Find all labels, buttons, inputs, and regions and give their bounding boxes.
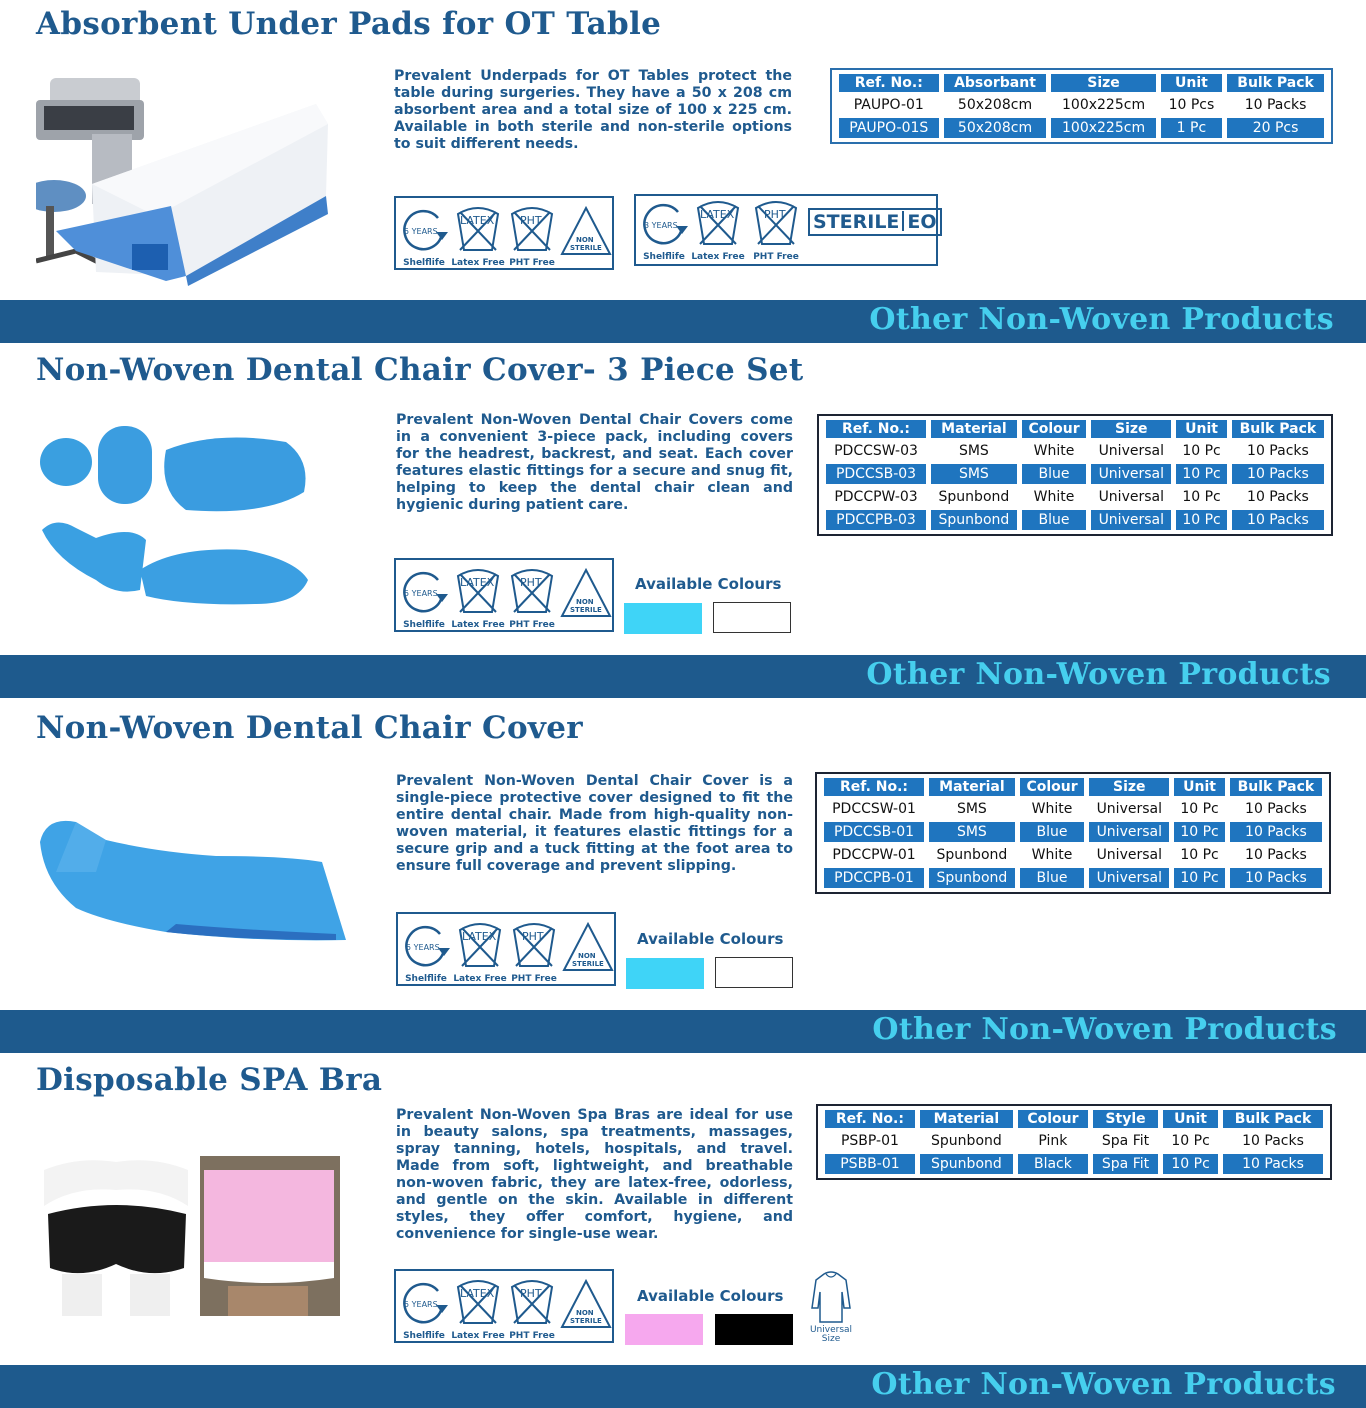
band-text: Other Non-Woven Products: [869, 302, 1334, 337]
sterile-text: STERILE: [572, 960, 604, 968]
dental-chair-cover-set-image: [36, 420, 312, 612]
table-header: Unit: [1163, 1110, 1218, 1128]
table-cell: PSBB-01: [825, 1154, 915, 1174]
spa-bra-image: [38, 1156, 340, 1316]
pht-free-icon: [508, 920, 560, 982]
table-row: [824, 822, 1322, 842]
badge-label: Latex Free: [451, 258, 505, 268]
table-header: Colour: [1022, 420, 1086, 438]
table-cell: PDCCPW-01: [832, 847, 916, 863]
table-cell: 100x225cm: [1051, 118, 1155, 138]
table-row: [824, 799, 1322, 819]
product-title: Absorbent Under Pads for OT Table: [36, 6, 662, 42]
section-band: [0, 300, 1366, 343]
available-colours-label: Available Colours: [637, 1287, 784, 1305]
badge-label: Latex Free: [453, 974, 507, 984]
table-cell: 10 Pc: [1182, 443, 1221, 459]
table-cell: Blue: [1022, 464, 1086, 484]
latex-text: LATEX: [462, 930, 497, 943]
table-cell: Universal: [1098, 443, 1164, 459]
badge-label: Latex Free: [691, 252, 745, 262]
badge-label: Latex Free: [451, 1331, 505, 1341]
pht-text: PHT: [520, 1287, 542, 1300]
table-cell: 10 Packs: [1245, 847, 1307, 863]
latex-free-icon: [454, 920, 506, 982]
years-text: 3 YEARS: [644, 221, 678, 230]
colour-swatch-white: [715, 957, 793, 988]
table-cell: Universal: [1091, 464, 1171, 484]
colour-swatch-pink: [625, 1314, 703, 1345]
table-cell: PDCCPW-03: [834, 489, 918, 505]
table-cell: 10 Pc: [1176, 464, 1227, 484]
certification-badges-sterile: [634, 194, 938, 266]
non-text: NON: [576, 1309, 594, 1317]
table-cell: Spunbond: [936, 847, 1008, 863]
pht-text: PHT: [520, 576, 542, 589]
table-cell: Universal: [1098, 489, 1164, 505]
table-cell: PAUPO-01S: [839, 118, 939, 138]
certification-badges: [394, 558, 614, 632]
table-header: Bulk Pack: [1223, 1110, 1323, 1128]
section-band: [0, 655, 1366, 698]
table-cell: PAUPO-01: [853, 97, 924, 113]
product-title: Non-Woven Dental Chair Cover: [36, 710, 583, 746]
colour-swatch-black: [715, 1314, 793, 1345]
table-header: Ref. No.:: [824, 778, 924, 796]
table-cell: Black: [1018, 1154, 1088, 1174]
available-colours-label: Available Colours: [635, 575, 782, 593]
table-cell: Blue: [1020, 822, 1084, 842]
table-cell: PDCCPB-01: [824, 868, 924, 888]
table-header: Style: [1093, 1110, 1158, 1128]
years-text: 5 YEARS: [404, 589, 438, 598]
table-cell: 10 Pc: [1171, 1133, 1210, 1149]
table-cell: Spunbond: [920, 1154, 1013, 1174]
table-cell: 10 Pc: [1174, 868, 1225, 888]
table-cell: Universal: [1096, 847, 1162, 863]
table-cell: Universal: [1089, 822, 1169, 842]
table-cell: PDCCSB-01: [824, 822, 924, 842]
table-cell: SMS: [958, 443, 989, 459]
colour-swatch-white: [713, 602, 791, 633]
table-row: [839, 118, 1324, 138]
sterile-text: STERILE: [570, 606, 602, 614]
band-text: Other Non-Woven Products: [871, 1367, 1336, 1402]
table-cell: 10 Packs: [1244, 97, 1307, 113]
shelflife-icon: [398, 204, 450, 266]
table-cell: White: [1033, 489, 1075, 505]
table-cell: 10 Packs: [1242, 1133, 1304, 1149]
latex-text: LATEX: [460, 576, 495, 589]
table-header: Colour: [1018, 1110, 1088, 1128]
table-header: Material: [931, 420, 1017, 438]
table-cell: Spunbond: [929, 868, 1015, 888]
universal-label: Universal: [809, 1325, 853, 1335]
table-header: Colour: [1020, 778, 1084, 796]
product-description: Prevalent Underpads for OT Tables protect the table during surgeries. They have a 50 x 208 cm absorbent area and a total size of 100 x 225 cm. Available in both sterile and non-sterile options to suit different needs.: [394, 68, 792, 152]
non-sterile-icon: [560, 566, 612, 628]
table-cell: 10 Packs: [1232, 510, 1324, 530]
spec-table: [817, 414, 1333, 536]
table-cell: 10 Pc: [1174, 822, 1225, 842]
table-row: [826, 464, 1324, 484]
table-cell: Blue: [1022, 510, 1086, 530]
badge-label: PHT Free: [511, 974, 557, 984]
pht-text: PHT: [520, 214, 542, 227]
table-row: [824, 868, 1322, 888]
table-header: Ref. No.:: [826, 420, 926, 438]
table-cell: Blue: [1020, 868, 1084, 888]
product-description: Prevalent Non-Woven Dental Chair Cover is a single-piece protective cover designed to fit the entire dental chair. Made from high-quality non-woven material, it features elastic fittings for a secure grip and a tuck fitting at the foot area to ensure full coverage and prevent slipping.: [396, 773, 793, 874]
latex-free-icon: [452, 1277, 504, 1339]
shelflife-icon: [638, 198, 690, 260]
spec-table: [816, 1104, 1332, 1180]
table-cell: Universal: [1091, 510, 1171, 530]
sterile-label: STERILE: [813, 211, 900, 233]
table-row: [826, 487, 1324, 507]
table-cell: 10 Packs: [1230, 868, 1322, 888]
table-cell: SMS: [956, 801, 987, 817]
table-cell: PDCCSW-01: [832, 801, 916, 817]
table-header: Size: [1089, 778, 1169, 796]
table-header: Bulk Pack: [1230, 778, 1322, 796]
latex-free-icon: [452, 204, 504, 266]
table-cell: 10 Pc: [1180, 847, 1219, 863]
colour-swatch-blue: [624, 603, 702, 634]
table-header: Bulk Pack: [1227, 74, 1324, 92]
table-cell: PDCCSB-03: [826, 464, 926, 484]
table-cell: 10 Packs: [1247, 443, 1309, 459]
badge-label: Shelflife: [405, 974, 447, 984]
table-cell: 10 Packs: [1247, 489, 1309, 505]
universal-size-label: [802, 1326, 860, 1344]
table-cell: Spa Fit: [1101, 1133, 1150, 1149]
table-cell: White: [1031, 801, 1073, 817]
table-header: Material: [929, 778, 1015, 796]
table-header: Absorbant: [944, 74, 1047, 92]
eo-label: EO: [907, 211, 937, 233]
table-header: Unit: [1174, 778, 1225, 796]
table-cell: 10 Pc: [1163, 1154, 1218, 1174]
table-cell: Spunbond: [938, 489, 1010, 505]
spec-table: [830, 68, 1333, 144]
table-header: Ref. No.:: [825, 1110, 915, 1128]
table-cell: 50x208cm: [944, 118, 1047, 138]
table-row: [824, 845, 1322, 865]
table-cell: Pink: [1038, 1133, 1068, 1149]
non-text: NON: [576, 236, 594, 244]
pht-text: PHT: [764, 208, 786, 221]
product-title: Disposable SPA Bra: [36, 1062, 383, 1098]
table-cell: Spa Fit: [1093, 1154, 1158, 1174]
table-row: [839, 95, 1324, 115]
latex-text: LATEX: [700, 208, 735, 221]
table-cell: SMS: [929, 822, 1015, 842]
certification-badges: [394, 196, 614, 270]
badge-label: PHT Free: [753, 252, 799, 262]
non-sterile-icon: [560, 1277, 612, 1339]
table-cell: 50x208cm: [957, 97, 1033, 113]
latex-text: LATEX: [460, 214, 495, 227]
table-cell: White: [1033, 443, 1075, 459]
years-text: 5 YEARS: [404, 227, 438, 236]
table-cell: 10 Pc: [1176, 510, 1227, 530]
table-header: Unit: [1161, 74, 1222, 92]
certification-badges: [394, 1269, 614, 1343]
table-cell: 10 Packs: [1223, 1154, 1323, 1174]
non-text: NON: [576, 598, 594, 606]
badge-label: Shelflife: [643, 252, 685, 262]
table-cell: 10 Pc: [1180, 801, 1219, 817]
product-description: Prevalent Non-Woven Dental Chair Covers come in a convenient 3-piece pack, including covers for the headrest, backrest, and seat. Each cover features elastic fittings for a secure and snug fit, helping to keep the dental chair clean and hygienic during patient care.: [396, 412, 793, 513]
latex-text: LATEX: [460, 1287, 495, 1300]
table-header: Material: [920, 1110, 1013, 1128]
badge-label: PHT Free: [509, 258, 555, 268]
pht-free-icon: [506, 1277, 558, 1339]
table-cell: 10 Pcs: [1168, 97, 1215, 113]
table-cell: 10 Packs: [1230, 822, 1322, 842]
table-header: Size: [1091, 420, 1171, 438]
badge-label: Shelflife: [403, 1331, 445, 1341]
sterile-eo-badge: [808, 208, 942, 236]
table-row: [825, 1131, 1323, 1151]
table-cell: 100x225cm: [1062, 97, 1146, 113]
table-cell: 10 Packs: [1232, 464, 1324, 484]
table-cell: 10 Pc: [1182, 489, 1221, 505]
table-header: Bulk Pack: [1232, 420, 1324, 438]
years-text: 5 YEARS: [406, 943, 440, 952]
universal-size-icon: [806, 1270, 856, 1344]
band-text: Other Non-Woven Products: [866, 657, 1331, 692]
pht-text: PHT: [522, 930, 544, 943]
pht-free-icon: [506, 566, 558, 628]
table-row: [826, 441, 1324, 461]
shelflife-icon: [398, 1277, 450, 1339]
table-cell: Spunbond: [931, 510, 1017, 530]
table-header: Unit: [1176, 420, 1227, 438]
section-band: [0, 1010, 1366, 1053]
table-cell: White: [1031, 847, 1073, 863]
table-cell: PDCCPB-03: [826, 510, 926, 530]
shelflife-icon: [398, 566, 450, 628]
badge-label: PHT Free: [509, 1331, 555, 1341]
badge-label: Shelflife: [403, 258, 445, 268]
sterile-text: STERILE: [570, 244, 602, 252]
product-description: Prevalent Non-Woven Spa Bras are ideal for use in beauty salons, spa treatments, massages, spray tanning, hotels, hospitals, and travel. Made from soft, lightweight, and breathable non-woven fabric, they are latex-free, odorless, and gentle on the skin. Available in different styles, they offer comfort, hygiene, and convenience for single-use wear.: [396, 1107, 793, 1242]
sterile-text: STERILE: [570, 1317, 602, 1325]
table-row: [825, 1154, 1323, 1174]
ot-table-underpad-image: [36, 76, 330, 288]
section-band: [0, 1365, 1366, 1408]
available-colours-label: Available Colours: [637, 930, 784, 948]
table-cell: Universal: [1096, 801, 1162, 817]
badge-label: Latex Free: [451, 620, 505, 630]
latex-free-icon: [452, 566, 504, 628]
dental-chair-cover-image: [36, 812, 348, 944]
product-title: Non-Woven Dental Chair Cover- 3 Piece Set: [36, 352, 804, 388]
pht-free-icon: [750, 198, 802, 260]
table-cell: PDCCSW-03: [834, 443, 918, 459]
table-header: Ref. No.:: [839, 74, 939, 92]
size-label: Size: [821, 1334, 841, 1344]
table-cell: 1 Pc: [1161, 118, 1222, 138]
spec-table: [815, 772, 1331, 894]
table-cell: Universal: [1089, 868, 1169, 888]
non-sterile-icon: [560, 204, 612, 266]
badge-label: Shelflife: [403, 620, 445, 630]
table-cell: 10 Packs: [1245, 801, 1307, 817]
table-cell: SMS: [931, 464, 1017, 484]
shelflife-icon: [400, 920, 452, 982]
table-cell: 20 Pcs: [1227, 118, 1324, 138]
colour-swatch-blue: [626, 958, 704, 989]
badge-label: PHT Free: [509, 620, 555, 630]
years-text: 5 YEARS: [404, 1300, 438, 1309]
certification-badges: [396, 912, 616, 986]
table-cell: PSBP-01: [840, 1133, 899, 1149]
non-text: NON: [578, 952, 596, 960]
table-row: [826, 510, 1324, 530]
latex-free-icon: [692, 198, 744, 260]
table-header: Size: [1051, 74, 1155, 92]
band-text: Other Non-Woven Products: [872, 1012, 1337, 1047]
non-sterile-icon: [562, 920, 614, 982]
table-cell: Spunbond: [931, 1133, 1002, 1149]
pht-free-icon: [506, 204, 558, 266]
